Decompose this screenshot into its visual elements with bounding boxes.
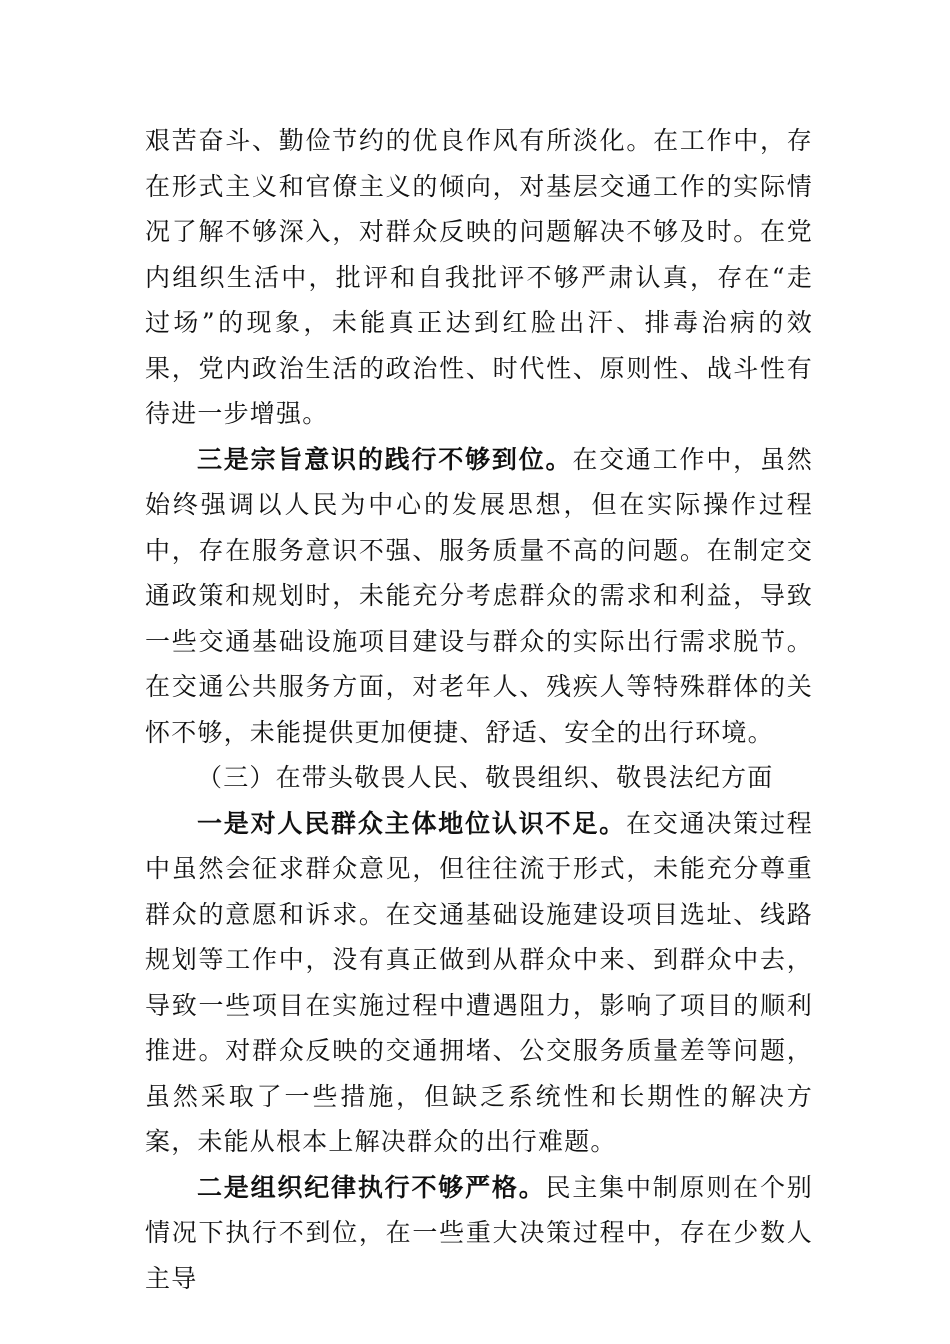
document-body	[145, 118, 813, 1301]
paragraph-lead-heading: 三是宗旨意识的践行不够到位。	[197, 444, 573, 474]
paragraph-text: 在交通工作中，虽然始终强调以人民为中心的发展思想，但在实际操作过程中，存在服务意识不强、服务质量不高的问题。在制定交通政策和规划时，未能充分考虑群众的需求和利益，导致一些交通基础设施项目建设与群众的实际出行需求脱节。在交通公共服务方面，对老年人、残疾人等特殊群体的关怀不够，未能提供更加便捷、舒适、安全的出行环境。	[145, 444, 813, 747]
paragraph-text: 艰苦奋斗、勤俭节约的优良作风有所淡化。在工作中，存在形式主义和官僚主义的倾向，对基层交通工作的实际情况了解不够深入，对群众反映的问题解决不够及时。在党内组织生活中，批评和自我批评不够严肃认真，存在“走过场”的现象，未能真正达到红脸出汗、排毒治病的效果，党内政治生活的政治性、时代性、原则性、战斗性有待进一步增强。	[145, 126, 813, 428]
paragraph-purpose-awareness	[145, 437, 813, 756]
paragraph-continued	[145, 118, 813, 437]
section-heading-text: （三）在带头敬畏人民、敬畏组织、敬畏法纪方面	[197, 763, 774, 792]
paragraph-org-discipline	[145, 1165, 813, 1302]
paragraph-lead-heading: 一是对人民群众主体地位认识不足。	[197, 808, 626, 838]
paragraph-people-subject	[145, 801, 813, 1165]
section-heading	[145, 755, 813, 801]
paragraph-text: 民主集中制原则在个别情况下执行不到位，在一些重大决策过程中，存在少数人主导	[145, 1172, 813, 1293]
paragraph-lead-heading: 二是组织纪律执行不够严格。	[197, 1172, 546, 1202]
paragraph-text: 在交通决策过程中虽然会征求群众意见，但往往流于形式，未能充分尊重群众的意愿和诉求。在交通基础设施建设项目选址、线路规划等工作中，没有真正做到从群众中来、到群众中去，导致一些项目在实施过程中遭遇阻力，影响了项目的顺利推进。对群众反映的交通拥堵、公交服务质量差等问题，虽然采取了一些措施，但缺乏系统性和长期性的解决方案，未能从根本上解决群众的出行难题。	[145, 808, 814, 1156]
